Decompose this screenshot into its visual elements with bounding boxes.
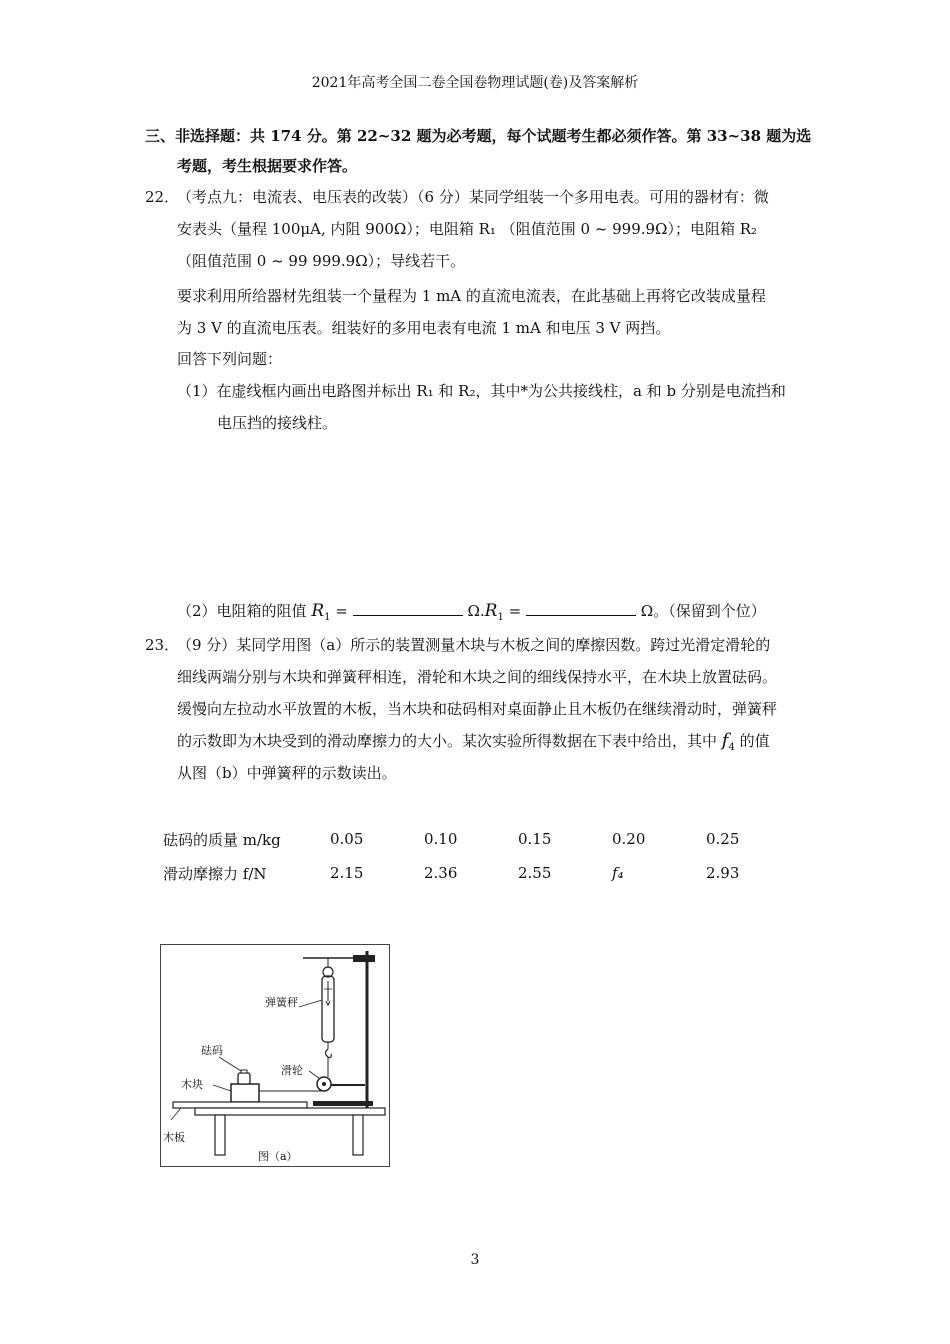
q23-line4a: 的示数即为木块受到的滑动摩擦力的大小。某次实验所得数据在下表中给出，其中 (177, 732, 718, 750)
label-weight: 砝码 (201, 1044, 223, 1057)
table-cell: f₄ (612, 864, 624, 882)
q22-sub2-unit1: Ω. (467, 602, 485, 620)
table-cell: 0.05 (330, 830, 364, 848)
q22-line5: 为 3 V 的直流电压表。组装好的多用电表有电流 1 mA 和电压 3 V 两挡。 (177, 319, 671, 337)
section-heading-line1: 三、非选择题：共 174 分。第 22~32 题为必考题，每个试题考生都必须作答。第 33~38 题为选 (145, 127, 812, 145)
table-row (163, 856, 800, 890)
q23-line4-f: f (721, 730, 729, 751)
q22-sub2-unit2: Ω。 (640, 602, 669, 620)
label-block: 木块 (181, 1078, 203, 1091)
table-row-label: 砝码的质量 m/kg (163, 830, 281, 849)
apparatus-figure (160, 944, 390, 1167)
q22-sub2-suffix: （保留到个位） (668, 602, 766, 620)
label-spring-scale: 弹簧秤 (265, 996, 298, 1009)
q22-sub2-sub2: 1 (497, 612, 504, 623)
q22-sub2-prefix: （2）电阻箱的阻值 (177, 602, 307, 620)
q23-line4 (177, 730, 770, 753)
section-heading-line2: 考题，考生根据要求作答。 (177, 157, 358, 175)
q23-line1: （9 分）某同学用图（a）所示的装置测量木块与木板之间的摩擦因数。跨过光滑定滑轮的 (177, 636, 771, 654)
table-cell: 0.20 (612, 830, 646, 848)
table-cell: 2.55 (518, 864, 552, 882)
q23-line4b: 的值 (739, 732, 770, 750)
q22-sub1-line2: 电压挡的接线柱。 (217, 414, 338, 432)
figure-caption: 图（a） (258, 1150, 298, 1163)
q22-sub2-eq: = (335, 602, 348, 620)
q22-sub2-eq2: = (508, 602, 522, 620)
q22-sub2-r2: R (484, 601, 498, 621)
table-cell: 2.15 (330, 864, 364, 882)
table-row-label: 滑动摩擦力 f/N (163, 864, 267, 883)
label-board: 木板 (163, 1131, 185, 1144)
q22-sub2-sub: 1 (324, 612, 331, 623)
q22-line3: （阻值范围 0 ~ 99 999.9Ω）；导线若干。 (177, 252, 466, 270)
answer-blank-r1[interactable] (353, 601, 463, 616)
apparatus-drawing (161, 945, 389, 1166)
q22-sub2-r: R (311, 601, 325, 621)
q22-line2: 安表头（量程 100μA, 内阻 900Ω）；电阻箱 R₁ （阻值范围 0 ~ 999.9Ω）；电阻箱 R₂ (177, 220, 758, 238)
q22-number: 22． (145, 188, 180, 206)
table-row (163, 822, 800, 856)
q22-sub1-line1: （1）在虚线框内画出电路图并标出 R₁ 和 R₂，其中*为公共接线柱，a 和 b 分别是电流挡和 (177, 382, 786, 400)
q23-line4-sub: 4 (728, 742, 735, 753)
label-pulley: 滑轮 (281, 1064, 303, 1077)
answer-blank-r2[interactable] (526, 601, 636, 616)
q22-line4: 要求利用所给器材先组装一个量程为 1 mA 的直流电流表，在此基础上再将它改装成量程 (177, 287, 766, 305)
q23-line3: 缓慢向左拉动水平放置的木板，当木块和砝码相对桌面静止且木板仍在继续滑动时，弹簧秤 (177, 700, 778, 718)
page-number: 3 (470, 1252, 480, 1268)
q22-line6: 回答下列问题： (177, 350, 283, 368)
q22-sub2 (177, 600, 766, 623)
data-table (163, 822, 800, 890)
table-cell: 0.25 (706, 830, 740, 848)
q23-number: 23． (145, 636, 180, 654)
table-cell: 0.15 (518, 830, 552, 848)
q22-line1: （考点九：电流表、电压表的改装）（6 分）某同学组装一个多用电表。可用的器材有：微 (177, 188, 769, 206)
table-cell: 2.93 (706, 864, 740, 882)
page-header: 2021年高考全国二卷全国卷物理试题(卷)及答案解析 (311, 75, 639, 91)
q23-line5: 从图（b）中弹簧秤的示数读出。 (177, 764, 397, 782)
q23-line2: 细线两端分别与木块和弹簧秤相连，滑轮和木块之间的细线保持水平，在木块上放置砝码。 (177, 668, 778, 686)
table-cell: 2.36 (424, 864, 458, 882)
table-cell: 0.10 (424, 830, 458, 848)
